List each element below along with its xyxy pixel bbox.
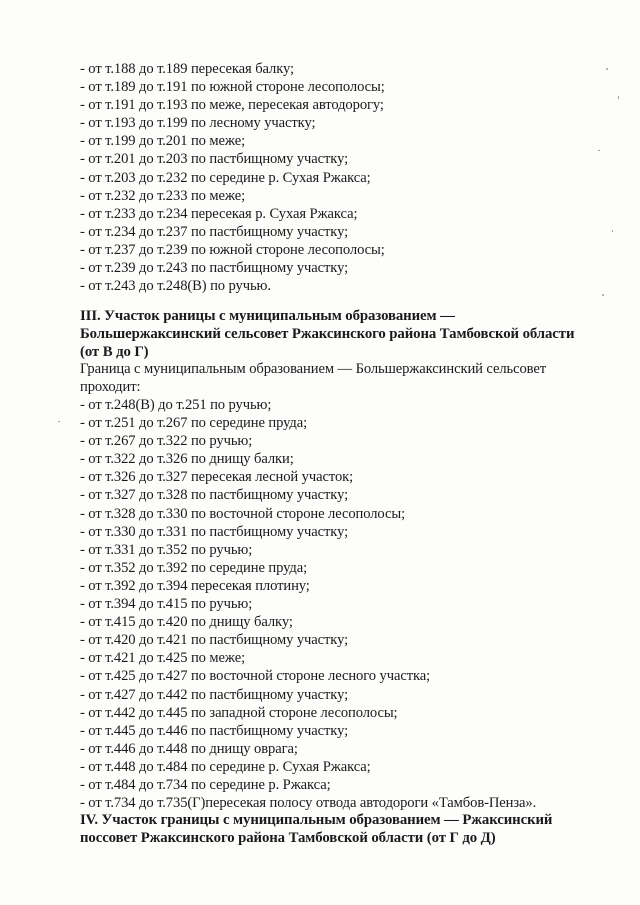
section-intro-line: Граница с муниципальным образованием — Большержаксинский сельсовет xyxy=(80,361,547,377)
boundary-segment-line: - от т.331 до т.352 по ручью; xyxy=(80,541,253,558)
boundary-segment-line: - от т.189 до т.191 по южной стороне лесополосы; xyxy=(80,79,385,96)
boundary-segment-line: - от т.322 до т.326 по днищу балки; xyxy=(80,451,294,468)
boundary-segment-line: - от т.734 до т.735(Г)пересекая полосу отвода автодороги «Тамбов-Пенза». xyxy=(80,795,537,812)
boundary-segment-line: - от т.237 до т.239 по южной стороне лесополосы; xyxy=(80,241,385,258)
boundary-segment-line: - от т.267 до т.322 по ручью; xyxy=(80,433,253,450)
boundary-segment-line: - от т.248(В) до т.251 по ручью; xyxy=(80,397,272,413)
boundary-segment-line: - от т.421 до т.425 по меже; xyxy=(80,650,246,667)
scan-artifact xyxy=(612,230,613,232)
boundary-segment-line: - от т.326 до т.327 пересекая лесной участок; xyxy=(80,469,354,486)
section-4-heading xyxy=(80,811,620,847)
section-heading-line: IV. Участок границы с муниципальным образованием — Ржаксинский xyxy=(80,812,553,828)
boundary-segment-line: - от т.234 до т.237 по пастбищному участку; xyxy=(80,223,349,240)
boundary-segment-line: - от т.448 до т.484 по середине р. Сухая Ржакса; xyxy=(80,758,371,775)
boundary-segment-line: - от т.446 до т.448 по днищу оврага; xyxy=(80,740,298,757)
boundary-segment-line: - от т.233 до т.234 пересекая р. Сухая Ржакса; xyxy=(80,205,358,222)
boundary-segment-line: - от т.188 до т.189 пересекая балку; xyxy=(80,61,294,77)
section-3-heading xyxy=(80,307,620,361)
boundary-segment-line: - от т.243 до т.248(В) по ручью. xyxy=(80,278,271,295)
section-heading-line: III. Участок раницы с муниципальным образованием — xyxy=(80,308,455,324)
boundary-segment-line: - от т.327 до т.328 по пастбищному участку; xyxy=(80,487,349,504)
boundary-segment-line: - от т.442 до т.445 по западной стороне лесополосы; xyxy=(80,704,398,721)
scan-artifact xyxy=(606,68,608,70)
boundary-segment-line: - от т.251 до т.267 по середине пруда; xyxy=(80,415,308,432)
boundary-segment-line: - от т.425 до т.427 по восточной стороне лесного участка; xyxy=(80,668,431,685)
section-intro-line: проходит: xyxy=(80,379,141,396)
boundary-segment-line: - от т.193 до т.199 по лесному участку; xyxy=(80,115,316,132)
boundary-list-section-3 xyxy=(80,396,620,812)
boundary-segment-line: - от т.394 до т.415 по ручью; xyxy=(80,596,253,613)
boundary-segment-line: - от т.415 до т.420 по днищу балку; xyxy=(80,614,293,631)
boundary-segment-line: - от т.232 до т.233 по меже; xyxy=(80,187,246,204)
boundary-segment-line: - от т.203 до т.232 по середине р. Сухая Ржакса; xyxy=(80,169,371,186)
boundary-segment-line: - от т.445 до т.446 по пастбищному участку; xyxy=(80,722,349,739)
boundary-segment-line: - от т.191 до т.193 по меже, пересекая автодорогу; xyxy=(80,97,384,114)
boundary-list-previous-section xyxy=(80,60,620,295)
boundary-segment-line: - от т.427 до т.442 по пастбищному участку; xyxy=(80,686,349,703)
scan-artifact xyxy=(598,150,600,151)
boundary-segment-line: - от т.392 до т.394 пересекая плотину; xyxy=(80,577,310,594)
section-heading-line: Большержаксинский сельсовет Ржаксинского района Тамбовской области xyxy=(80,326,575,343)
scan-artifact xyxy=(618,96,619,99)
section-heading-line: (от В до Г) xyxy=(80,344,149,361)
section-heading-line: поссовет Ржаксинского района Тамбовской области (от Г до Д) xyxy=(80,830,496,847)
boundary-segment-line: - от т.239 до т.243 по пастбищному участку; xyxy=(80,260,349,277)
section-3-intro xyxy=(80,360,620,396)
scan-artifact xyxy=(58,421,60,422)
boundary-segment-line: - от т.484 до т.734 по середине р. Ржакса; xyxy=(80,776,331,793)
boundary-segment-line: - от т.420 до т.421 по пастбищному участку; xyxy=(80,632,349,649)
boundary-segment-line: - от т.330 до т.331 по пастбищному участку; xyxy=(80,523,349,540)
boundary-segment-line: - от т.352 до т.392 по середине пруда; xyxy=(80,559,308,576)
boundary-segment-line: - от т.199 до т.201 по меже; xyxy=(80,133,246,150)
boundary-segment-line: - от т.201 до т.203 по пастбищному участку; xyxy=(80,151,349,168)
boundary-segment-line: - от т.328 до т.330 по восточной стороне лесополосы; xyxy=(80,505,406,522)
scan-artifact xyxy=(602,294,604,296)
